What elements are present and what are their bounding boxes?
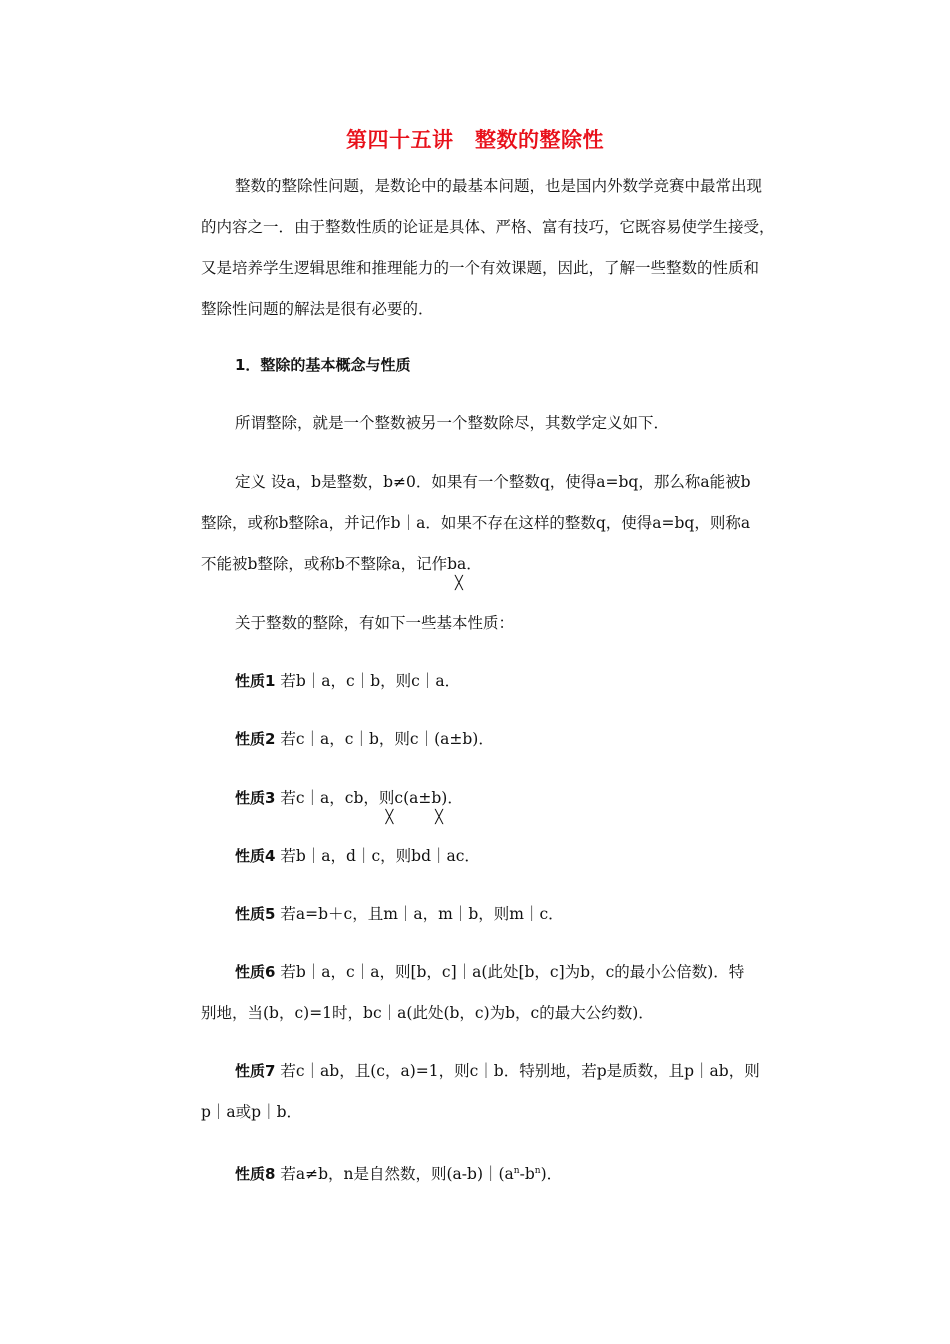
- property-1-label: 性质1: [235, 672, 276, 690]
- property-4-text: 若b｜a，d｜c，则bd｜ac．: [280, 847, 480, 865]
- intro-line-1: 整数的整除性问题，是数论中的最基本问题，也是国内外数学竞赛中最常出现: [235, 177, 763, 195]
- property-2: [201, 719, 801, 760]
- definition-intro-paragraph: [201, 403, 801, 444]
- property-5-label: 性质5: [235, 905, 276, 923]
- intro-line-2: 的内容之一．由于整数性质的论证是具体、严格、富有技巧，它既容易使学生接受，: [201, 218, 775, 236]
- intro-paragraph: [201, 166, 801, 330]
- intro-line-4: 整除性问题的解法是很有必要的．: [201, 300, 434, 318]
- property-1: [201, 661, 801, 702]
- not-divide-slash: ╳: [385, 810, 394, 825]
- property-5-text: 若a=b＋c，且m｜a，m｜b，则m｜c．: [280, 905, 564, 923]
- not-divide-slash: ╳: [455, 576, 463, 591]
- property-8-text-1: 若a≠b，n是自然数，则(a-b)｜(a: [280, 1165, 514, 1184]
- property-3: [201, 778, 801, 825]
- property-6-line-1: 若b｜a，c｜a，则[b，c]｜a(此处[b，c]为b，c的最小公倍数)．特: [280, 963, 745, 981]
- property-8: [201, 1151, 801, 1195]
- definition-line-3-post: a．: [457, 555, 482, 573]
- property-7-line-2: p｜a或p｜b．: [201, 1103, 303, 1121]
- definition-line-3: [201, 544, 801, 591]
- definition-line-3-pre: 不能被b整除，或称b不整除a，记作b: [201, 555, 458, 573]
- property-3-label: 性质3: [235, 789, 276, 807]
- not-divide-slash: ╳: [435, 810, 443, 825]
- property-2-label: 性质2: [235, 730, 276, 748]
- section-heading: 1．整除的基本概念与性质: [235, 356, 411, 374]
- property-3-text-2: b，则c: [353, 789, 404, 807]
- property-8-label: 性质8: [235, 1165, 276, 1184]
- property-5: [201, 894, 801, 935]
- exponent-n: n: [534, 1166, 541, 1176]
- property-6: [201, 952, 801, 1034]
- property-6-label: 性质6: [235, 963, 276, 981]
- section-1: [201, 345, 801, 386]
- property-8-text-2: -b: [519, 1165, 535, 1184]
- property-2-text: 若c｜a，c｜b，则c｜(a±b)．: [280, 730, 494, 748]
- property-1-text: 若b｜a，c｜b，则c｜a．: [280, 672, 461, 690]
- property-6-line-2: 别地，当(b，c)=1时，bc｜a(此处(b，c)为b，c的最大公约数)．: [201, 1004, 654, 1022]
- property-3-text-1: 若c｜a，c: [280, 789, 354, 807]
- property-8-text-3: )．: [540, 1165, 563, 1184]
- definition-intro-text: 所谓整除，就是一个整数被另一个整数除尽，其数学定义如下．: [235, 414, 670, 432]
- property-7-label: 性质7: [235, 1062, 276, 1080]
- properties-intro-paragraph: [201, 603, 801, 644]
- definition-paragraph: [201, 462, 801, 591]
- property-7-line-1: 若c｜ab，且(c，a)=1，则c｜b．特别地，若p是质数，且p｜ab，则: [280, 1062, 760, 1080]
- exponent-n: n: [513, 1166, 520, 1176]
- property-3-text-3: (a±b)．: [403, 789, 463, 807]
- page-title: 第四十五讲 整数的整除性: [346, 128, 604, 152]
- intro-line-3: 又是培养学生逻辑思维和推理能力的一个有效课题，因此，了解一些整数的性质和: [201, 259, 760, 277]
- property-4: [201, 836, 801, 877]
- definition-line-2: 整除，或称b整除a，并记作b｜a．如果不存在这样的整数q，使得a=bq，则称a: [201, 514, 751, 532]
- definition-line-1: 定义 设a，b是整数，b≠0．如果有一个整数q，使得a=bq，那么称a能被b: [235, 473, 751, 491]
- properties-intro-text: 关于整数的整除，有如下一些基本性质：: [235, 614, 515, 632]
- property-7: [201, 1051, 801, 1133]
- property-4-label: 性质4: [235, 847, 276, 865]
